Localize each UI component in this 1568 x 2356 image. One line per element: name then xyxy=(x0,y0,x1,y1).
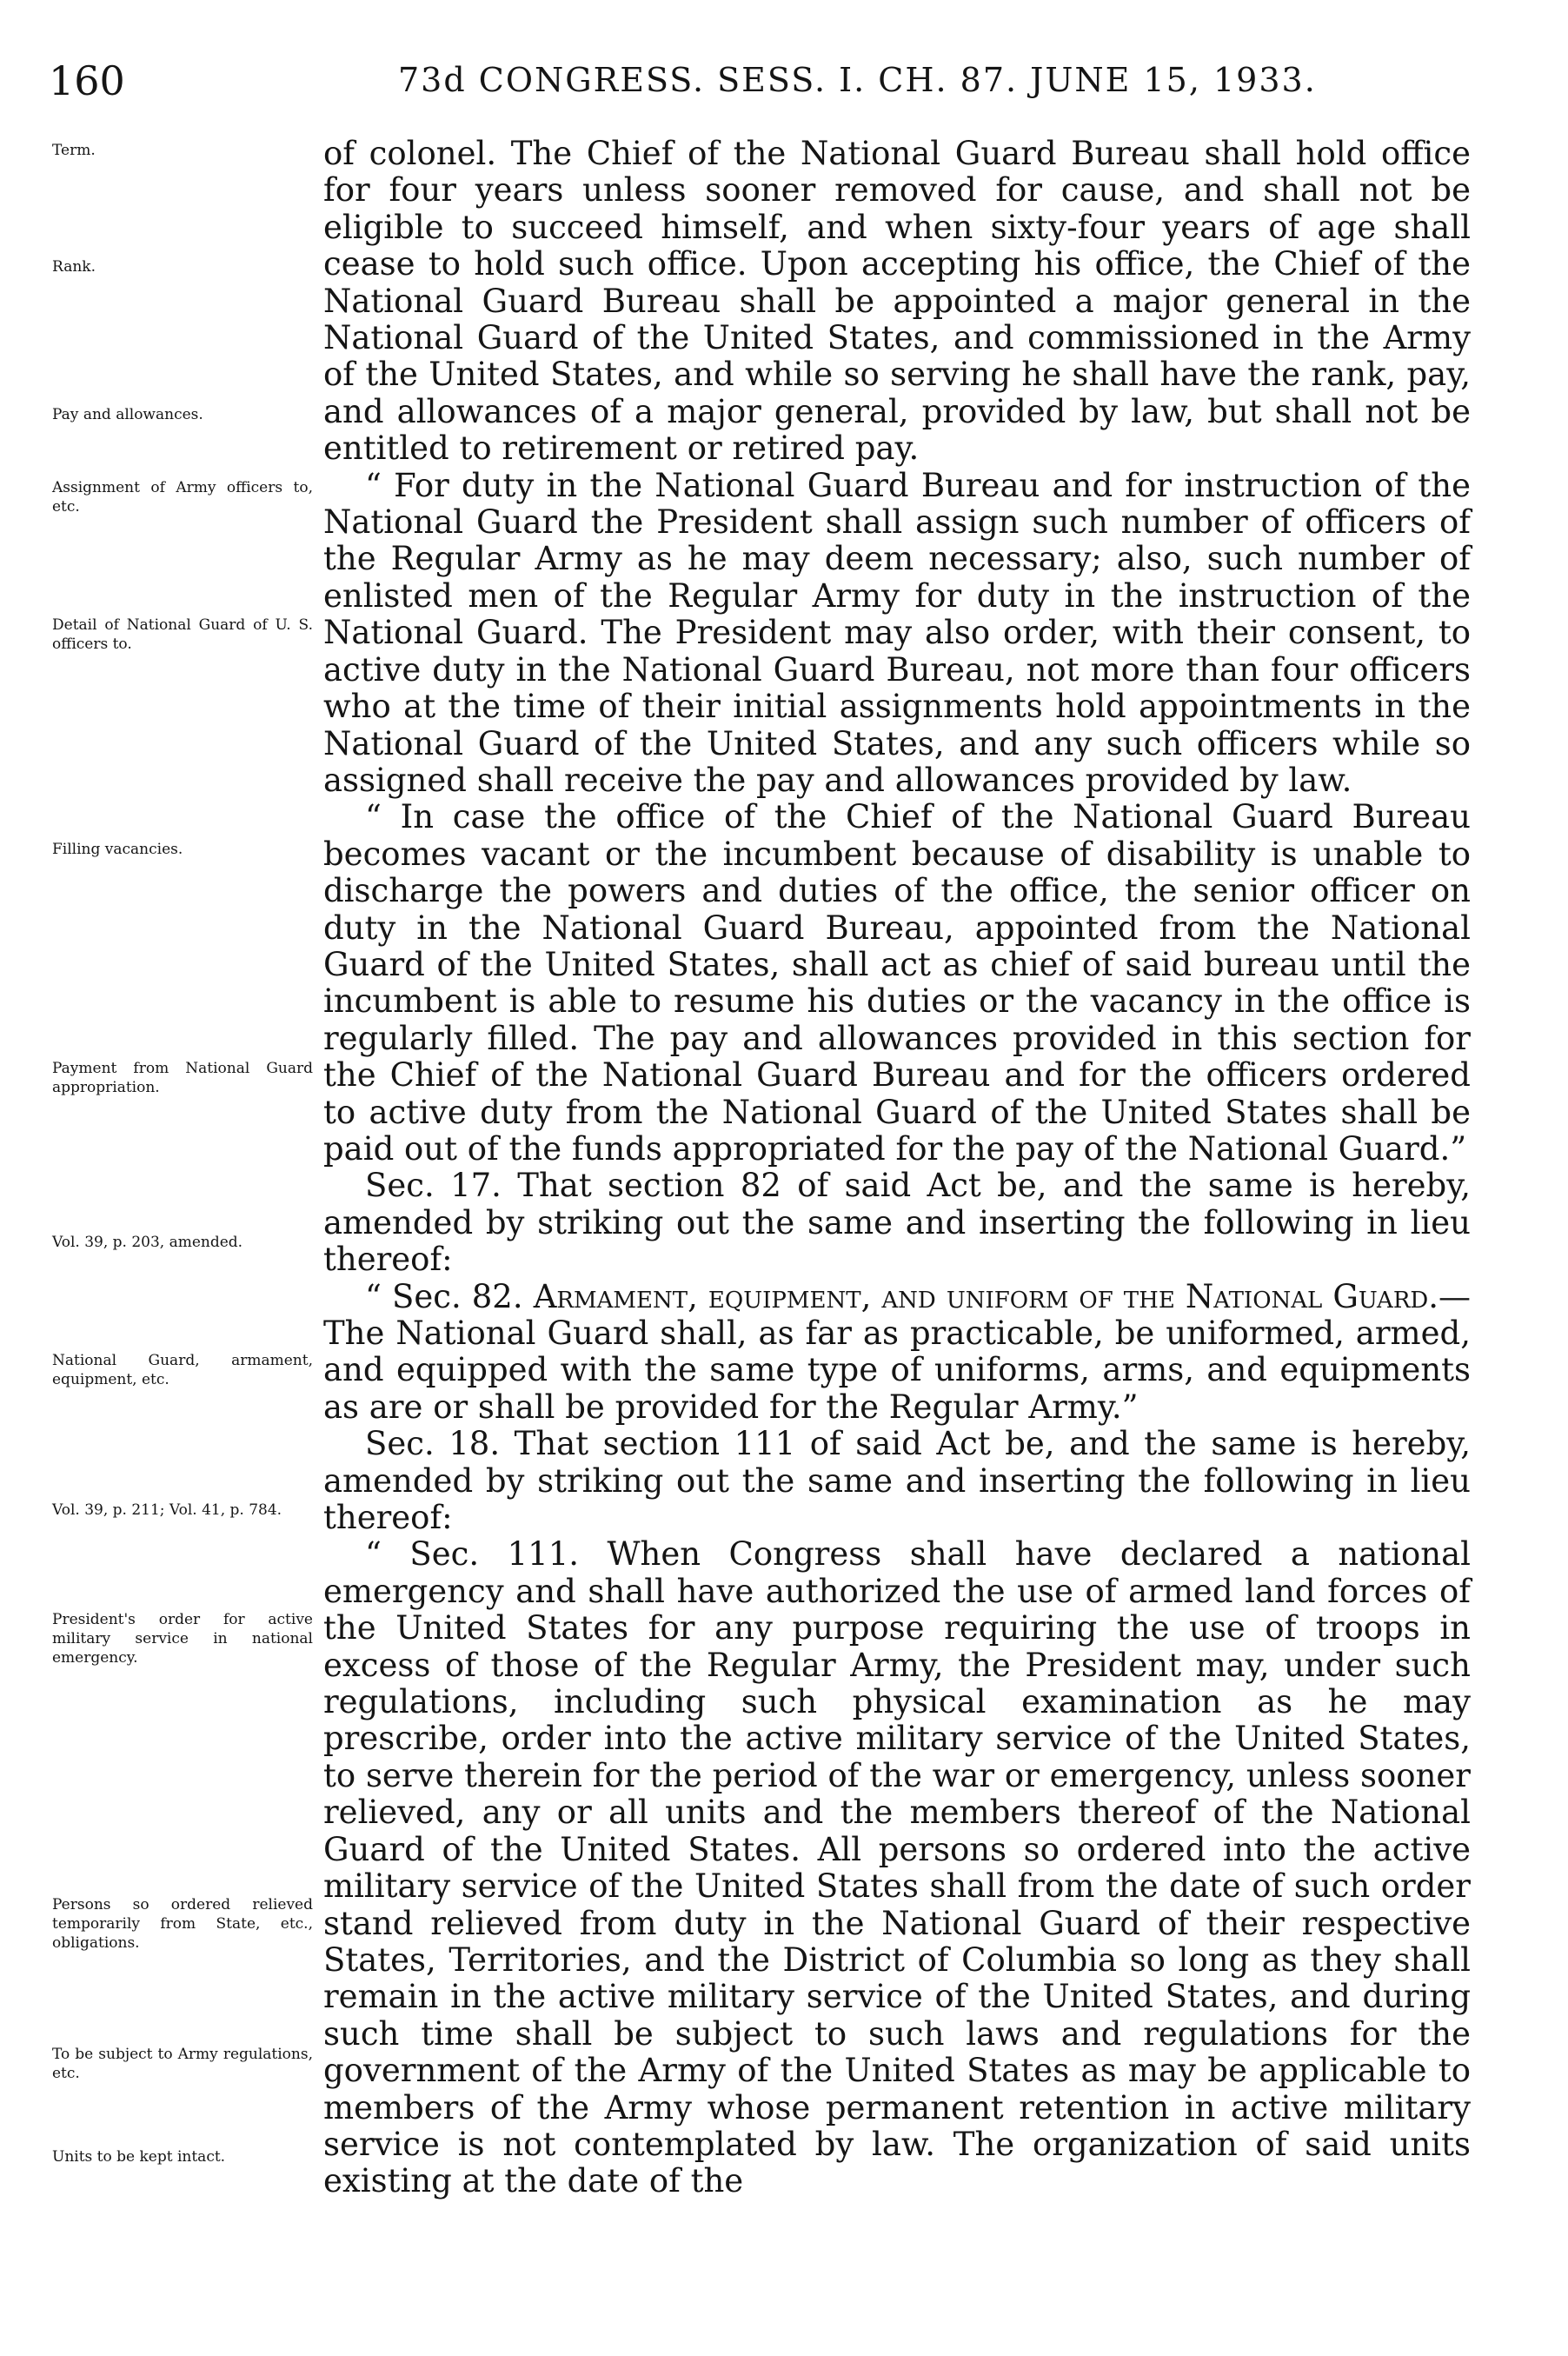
paragraph-vacancy: “ In case the office of the Chief of the National Guard Bureau becomes vacant or the incumbent because of disability is unable to discharge the powers and duties of the office, the senior officer on duty in the National Guard Bureau, appointed from the National Guard of the United States, shall act as chief of said bureau until the incumbent is able to resume his duties or the vacancy in the office is regularly filled. The pay and allowances provided in this section for the Chief of the National Guard Bureau and for the officers ordered to active duty from the National Guard of the United States shall be paid out of the funds appropriated for the pay of the National Guard.” xyxy=(323,798,1471,1168)
margin-note-assignment: Assignment of Army officers to, etc. xyxy=(52,479,313,516)
paragraph-duty: “ For duty in the National Guard Bureau and for instruction of the National Guard the President shall assign such number of officers of the Regular Army as he may deem necessary; also, such number of enlisted men of the Regular Army for duty in the instruction of the National Guard. The President may also order, with their consent, to active duty in the National Guard Bureau, not more than four officers who at the time of their initial assignments hold appointments in the National Guard of the United States, and any such officers while so assigned shall receive the pay and allowances provided by law. xyxy=(323,466,1471,799)
paragraph-sec-82 xyxy=(323,1279,1471,1427)
page-number: 160 xyxy=(49,57,125,104)
margin-note-president-order: President's order for active military service in national emergency. xyxy=(52,1611,313,1667)
margin-note-persons-relieved: Persons so ordered relieved temporarily from State, etc., obligations. xyxy=(52,1896,313,1952)
sec-82-text: —The National Guard shall, as far as practicable, be uniformed, armed, and equipped with the same type of uniforms, arms, and equipments as are or shall be provided for the Regular Army.” xyxy=(323,1277,1472,1426)
margin-note-term: Term. xyxy=(52,142,96,159)
margin-note-units-intact: Units to be kept intact. xyxy=(52,2148,226,2166)
sec-82-heading: Armament, equipment, and uniform of the National Guard. xyxy=(533,1277,1439,1315)
margin-note-armament: National Guard, armament, equipment, etc. xyxy=(52,1352,313,1388)
margin-note-payment: Payment from National Guard appropriation. xyxy=(52,1060,313,1096)
page-header xyxy=(42,57,1511,110)
running-head: 73d CONGRESS. SESS. I. CH. 87. JUNE 15, 1933. xyxy=(398,61,1317,99)
margin-note-filling: Filling vacancies. xyxy=(52,841,183,858)
paragraph-colonel: of colonel. The Chief of the National Guard Bureau shall hold office for four years unless sooner removed for cause, and shall not be eligible to succeed himself, and when sixty-four years of age shall cease to hold such office. Upon accepting his office, the Chief of the National Guard Bureau shall be appointed a major general in the National Guard of the United States, and commissioned in the Army of the United States, and while so serving he shall have the rank, pay, and allowances of a major general, provided by law, but shall not be entitled to retirement or retired pay. xyxy=(323,135,1471,468)
sec-82-label: “ Sec. 82. xyxy=(365,1277,523,1315)
margin-note-army-regulations: To be subject to Army regulations, etc. xyxy=(52,2046,313,2082)
statute-text xyxy=(323,136,1471,2200)
paragraph-sec-18: Sec. 18. That section 111 of said Act be, and the same is hereby, amended by striking out the same and inserting the following in lieu thereof: xyxy=(323,1425,1471,1537)
margin-note-rank: Rank. xyxy=(52,258,96,276)
paragraph-sec-17: Sec. 17. That section 82 of said Act be, and the same is hereby, amended by striking out the same and inserting the following in lieu thereof: xyxy=(323,1167,1471,1279)
paragraph-sec-111: “ Sec. 111. When Congress shall have declared a national emergency and shall have authorized the use of armed land forces of the United States for any purpose requiring the use of troops in excess of those of the Regular Army, the President may, under such regulations, including such physical examination as he may prescribe, order into the active military service of the United States, to serve therein for the period of the war or emergency, unless sooner relieved, any or all units and the members thereof of the National Guard of the United States. All persons so ordered into the active military service of the United States shall from the date of such order stand relieved from duty in the National Guard of their respective States, Territories, and the District of Columbia so long as they shall remain in the active military service of the United States, and during such time shall be subject to such laws and regulations for the government of the Army of the United States as may be applicable to members of the Army whose permanent retention in active military service is not contemplated by law. The organization of said units existing at the date of the xyxy=(323,1535,1471,2200)
margin-note-vol39-211: Vol. 39, p. 211; Vol. 41, p. 784. xyxy=(52,1501,282,1519)
margin-note-vol39-203: Vol. 39, p. 203, amended. xyxy=(52,1234,243,1251)
margin-note-pay: Pay and allowances. xyxy=(52,406,203,423)
margin-note-detail: Detail of National Guard of U. S. officers to. xyxy=(52,616,313,653)
